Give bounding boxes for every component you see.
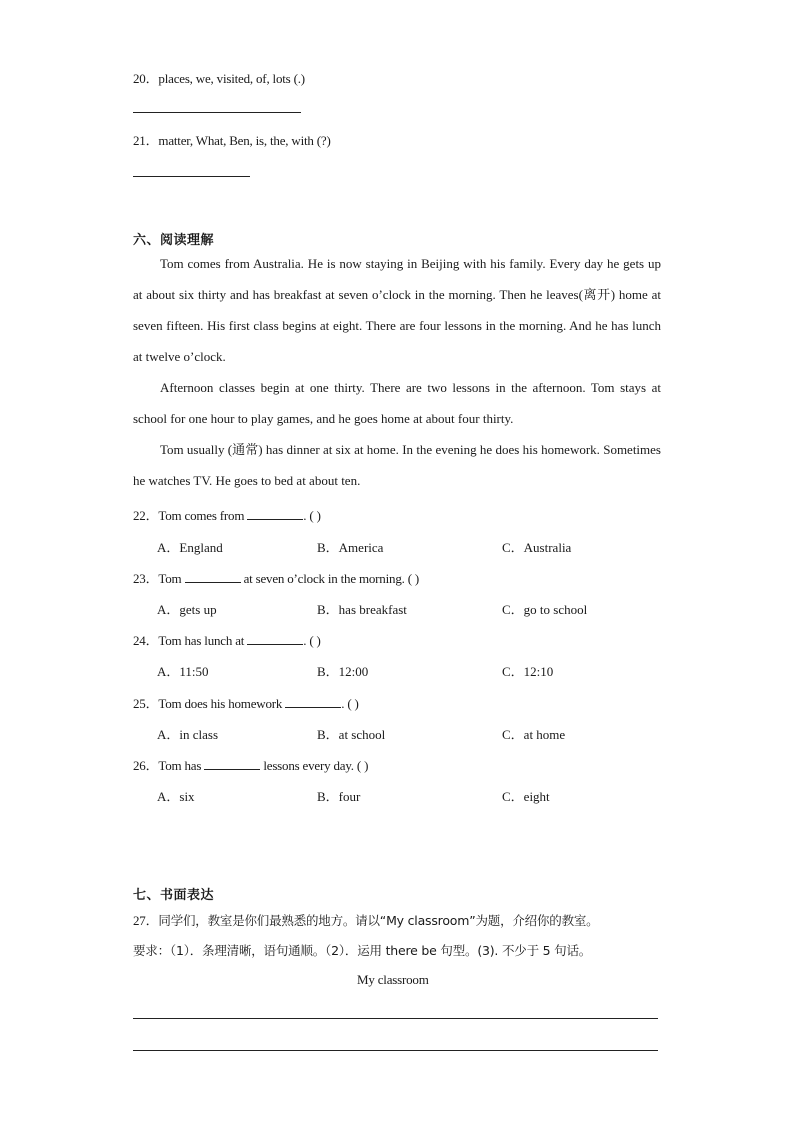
writing-line[interactable] xyxy=(133,1018,658,1019)
question-25: 25．Tom does his homework . ( ) xyxy=(133,696,359,711)
question-22: 22．Tom comes from . ( ) xyxy=(133,508,321,523)
passage-paragraph: Tom usually (通常) has dinner at six at home. In the evening he does his homework. Sometimes he watches TV. He goes to bed at about ten. xyxy=(133,442,661,488)
passage-paragraph: Afternoon classes begin at one thirty. There are two lessons in the afternoon. Tom stays at school for one hour to play games, and he goes home at about four thirty. xyxy=(133,380,661,426)
question-number: 21． xyxy=(133,133,159,148)
option-b[interactable]: B．has breakfast xyxy=(317,602,407,617)
question-number: 25． xyxy=(133,696,159,711)
option-b[interactable]: B．America xyxy=(317,540,384,555)
option-b[interactable]: B．12:00 xyxy=(317,664,369,679)
writing-line[interactable] xyxy=(133,1050,658,1051)
question-number: 27． xyxy=(133,913,159,928)
option-a[interactable]: A．six xyxy=(157,789,195,804)
writing-requirements: 要求：（1）．条理清晰，语句通顺。（2）．运用 there be 句型。(3). 不少于 5 句话。 xyxy=(133,943,592,958)
answer-blank[interactable] xyxy=(247,632,303,645)
question-20 xyxy=(133,68,305,87)
option-a[interactable]: A．England xyxy=(157,540,223,555)
question-27 xyxy=(133,910,598,929)
question-number: 20． xyxy=(133,71,159,86)
option-b[interactable]: B．at school xyxy=(317,727,386,742)
option-c[interactable]: C．Australia xyxy=(502,540,572,555)
essay-title: My classroom xyxy=(357,972,429,987)
question-number: 23． xyxy=(133,571,159,586)
option-b[interactable]: B．four xyxy=(317,789,361,804)
question-24: 24．Tom has lunch at . ( ) xyxy=(133,633,321,648)
answer-blank[interactable] xyxy=(185,570,241,583)
question-21 xyxy=(133,130,331,149)
option-c[interactable]: C．eight xyxy=(502,789,550,804)
option-c[interactable]: C．go to school xyxy=(502,602,588,617)
option-a[interactable]: A．gets up xyxy=(157,602,217,617)
answer-line[interactable] xyxy=(133,112,301,113)
option-c[interactable]: C．at home xyxy=(502,727,566,742)
answer-blank[interactable] xyxy=(247,507,303,520)
writing-prompt: 同学们，教室是你们最熟悉的地方。请以“My classroom”为题，介绍你的教室。 xyxy=(158,913,599,928)
section-heading-reading: 六、阅读理解 xyxy=(133,233,215,248)
reading-passage xyxy=(133,248,661,496)
answer-blank[interactable] xyxy=(204,757,260,770)
question-text: places, we, visited, of, lots (.) xyxy=(158,71,305,86)
passage-paragraph: Tom comes from Australia. He is now staying in Beijing with his family. Every day he gets up at about six thirty and has breakfast at seven o’clock in the morning. Then he leaves(离开) home at seven fifteen. His first class begins at eight. There are four lessons in the morning. And he has lunch at twelve o’clock. xyxy=(133,256,661,364)
option-c[interactable]: C．12:10 xyxy=(502,664,554,679)
question-text: matter, What, Ben, is, the, with (?) xyxy=(158,133,331,148)
section-heading-writing: 七、书面表达 xyxy=(133,888,215,903)
question-number: 24． xyxy=(133,633,159,648)
question-number: 22． xyxy=(133,508,159,523)
answer-blank[interactable] xyxy=(285,695,341,708)
option-a[interactable]: A．11:50 xyxy=(157,664,209,679)
question-23: 23．Tom at seven o’clock in the morning. ( ) xyxy=(133,571,420,586)
option-a[interactable]: A．in class xyxy=(157,727,219,742)
question-number: 26． xyxy=(133,758,159,773)
question-26: 26．Tom has lessons every day. ( ) xyxy=(133,758,369,773)
answer-line[interactable] xyxy=(133,176,250,177)
